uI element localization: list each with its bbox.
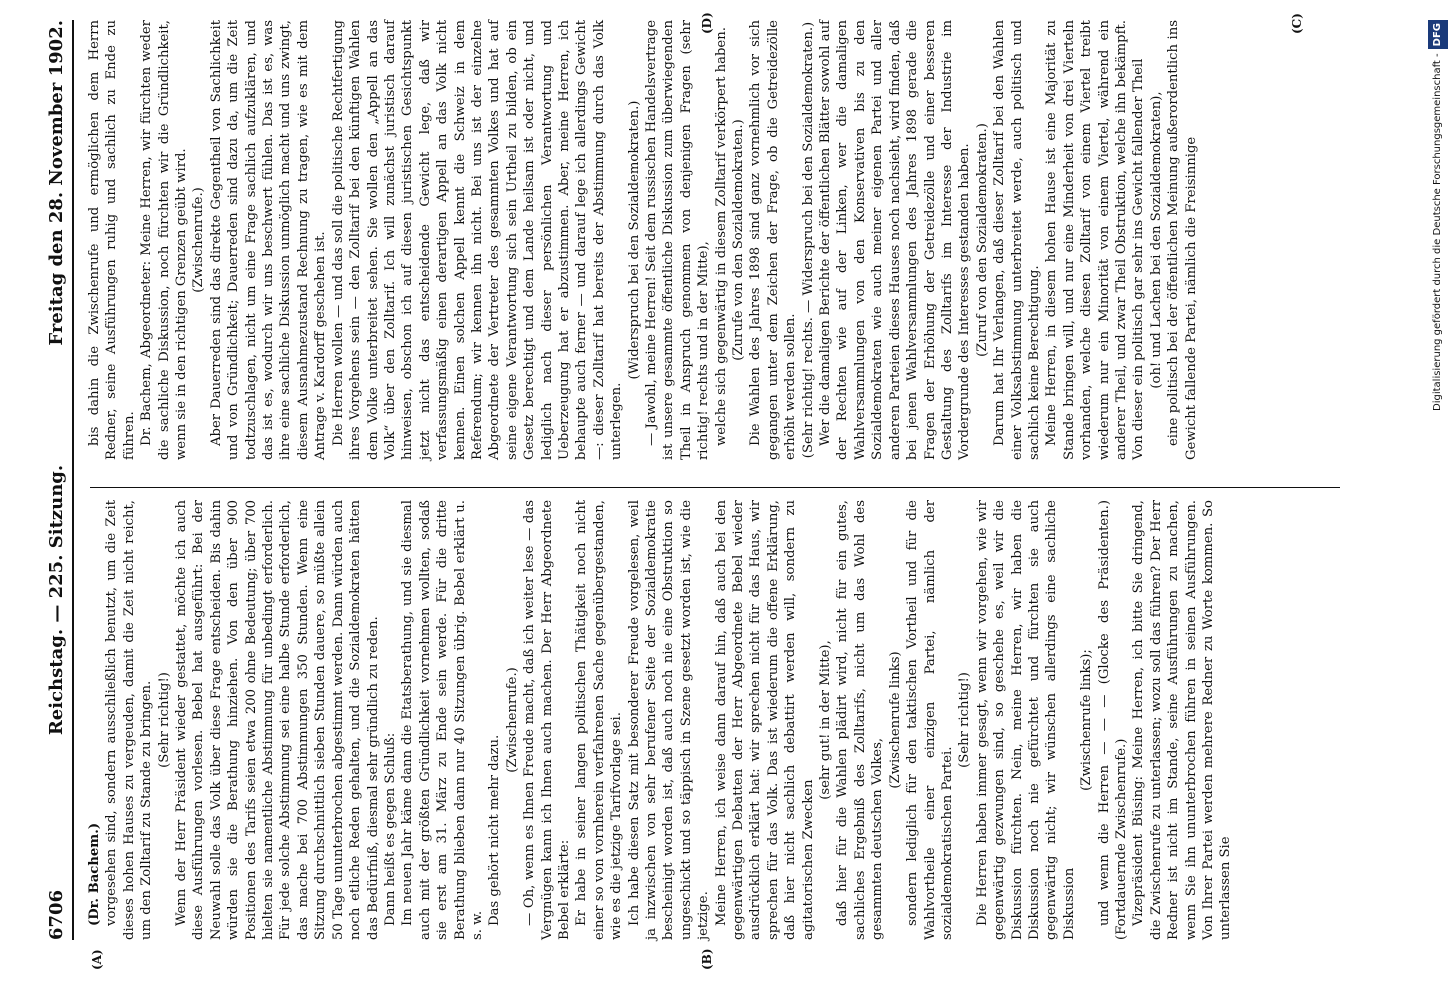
page-number: 6706 <box>46 889 67 940</box>
right-text-column <box>86 20 1346 460</box>
paragraph: Die Wahlen des Jahres 1898 sind ganz vornehmlich vor sich gegangen unter dem Zeichen der Frage, ob die Getreidezölle erhöht werden sollen. <box>748 20 799 460</box>
interjection: (Zwischenrufe.) <box>504 667 520 773</box>
paragraph: — Oh, wenn es Ihnen Freude macht, daß ich weiter lese — das Vergnügen kann ich Ihnen auch machen. Der Herr Abgeordnete Bebel erklärte: <box>522 500 572 940</box>
paragraph: Darum hat Ihr Verlangen, daß dieser Zolltarif bei den Wahlen einer Volksabstimmung unterbreitet werde, auch politisch und sachlich keine Berechtigung. <box>992 20 1042 460</box>
page-header <box>40 0 74 1000</box>
interjection: (oh! und Lachen bei den Sozialdemokraten), <box>1148 91 1164 389</box>
session-date: Freitag den 28. November 1902. <box>46 20 67 346</box>
left-text-column <box>86 500 1346 940</box>
paragraph: und wenn die Herren — — — (Glocke des Präsidenten.) (Fortdauernde Zwischenrufe.) <box>1096 500 1129 940</box>
interjection: (sehr gut! in der Mitte), <box>818 640 834 800</box>
header-rule <box>72 20 74 940</box>
digitization-credit <box>1406 20 1443 980</box>
paragraph: Dr. Bachem, Abgeordneter: Meine Herren, wir fürchten weder die sachliche Diskussion, noch fürchten wir die Gründlichkeit, wenn sie in den richtigen Grenzen geübt wird. <box>139 20 190 460</box>
paragraph: Die Herren haben immer gesagt, wenn wir vorgehen, wie wir gegenwärtig gezwungen sind, so geschehe es, weil wir die Diskussion fürchten. Nein, meine Herren, wir haben die Diskussion noch nie gefürchtet und fürchten sie auch gegenwärtig nicht; wir wünschen allerdings eine sachliche Diskussion <box>974 500 1077 940</box>
paragraph: eine politisch bei der öffentlichen Meinung außerordentlich ins Gewicht fallende Partei, nämlich die Freisinnige <box>1166 20 1199 460</box>
paragraph: daß hier für die Wahlen plädirt wird, nicht für ein gutes, sachliches Ergebniß des Zolltarifs, nicht um das Wohl des gesammten deutschen Volkes, <box>835 500 886 940</box>
dfg-logo: DFG <box>1428 20 1448 49</box>
interjection: (Sehr richtig! rechts. — Widerspruch bei den Sozialdemokraten.) <box>800 21 816 459</box>
paragraph: Wer die damaligen Berichte der öffentlichen Blätter sowohl auf der Rechten wie auf der Linken, wer die damaligen Wahlversammlungen von den Konservativen bis zu den Sozialdemokraten wie auch meiner eigenen Partei und aller anderen Parteien dieses Hauses noch nachsieht, wird finden, daß bei jenen Wahlversammlungen des Jahres 1898 gerade die Fragen der Erhöhung der Getreidezölle und einer besseren Gestaltung des Zolltarifs im Interesse der Industrie im Vordergrunde des Interesses gestanden haben. <box>818 20 973 460</box>
margin-mark-b: (B) <box>700 948 714 970</box>
interjection: (Widerspruch bei den Sozialdemokraten.) <box>626 100 642 380</box>
paragraph: vorgesehen sind, sondern ausschließlich benutzt, um die Zeit dieses hohen Hauses zu vergeuden, damit die Zeit nicht reicht, um den Zolltarif zu Stande zu bringen. <box>104 500 155 940</box>
paragraph: Im neuen Jahr käme dann die Etatsberathung, und sie diesmal auch mit der größten Gründlichkeit vornehmen wollten, sodaß sie erst am 31. März zu Ende sein werde. Für die dritte Berathung blieben dann nur 40 Sitzungen übrig. Bebel erklärt u. s. w. <box>400 500 485 940</box>
interjection: (Sehr richtig!) <box>957 672 973 768</box>
interjection: (Zwischenrufe.) <box>191 187 207 293</box>
paragraph: Die Herren wollen — und das soll die politische Rechtfertigung ihres Vorgehens sein — den Zolltarif bei den künftigen Wahlen dem Volke unterbreitet sehen. Sie wollen den „Appell an das Volk“ über den Zolltarif. Ich will zunächst juristisch darauf hinweisen, obschon ich auf diesen juristischen Gesichtspunkt jetzt nicht das entscheidende Gewicht lege, daß wir verfassungsmäßig einen derartigen Appell an das Volk nicht kennen. Einen solchen Appell kennt die Schweiz in dem Referendum; wir kennen ihn nicht. Bei uns ist der einzelne Abgeordnete der Vertreter des gesammten Volkes und hat auf seine eigene Verantwortung sich sein Urtheil zu bilden, ob ein Gesetz berechtigt und dem Lande heilsam ist oder nicht, und lediglich nach dieser persönlichen Verantwortung und Ueberzeugung hat er abzustimmen. Aber, meine Herren, ich behaupte auch ferner — und darauf lege ich allerdings Gewicht —: dieser Zolltarif hat bereits der Abstimmung durch das Volk unterlegen. <box>330 20 625 460</box>
credit-text: Digitalisierung gefördert durch die Deutsche Forschungsgemeinschaft - <box>1432 53 1443 411</box>
paragraph: Aber Dauerreden sind das direkte Gegentheil von Sachlichkeit und von Gründlichkeit; Dauerreden sind dazu da, um die Zeit todtzuschlagen, nicht um eine Frage sachlich aufzuklären, und das ist es, wodurch wir uns beschwert fühlen. Das ist es, was ihre eine sachliche Diskussion unmöglich macht und uns zwingt, diesem Ausnahmezustand Rechnung zu tragen, wie es mit dem Antrage v. Kardorff geschehen ist. <box>208 20 329 460</box>
paragraph: Ich habe diesen Satz mit besonderer Freude vorgelesen, weil ja inzwischen von sehr berufener Seite der Sozialdemokratie bescheinigt worden ist, daß auch noch nie eine Obstruktion so ungeschickt und so täppisch in Szene gesetzt worden ist, wie die jetzige. <box>626 500 712 940</box>
interjection: (Sehr richtig!) <box>156 672 172 768</box>
margin-mark-c: (C) <box>1290 13 1304 34</box>
paragraph: Vizepräsident Büsing: Meine Herren, ich bitte Sie dringend, die Zwischenrufe zu unterlassen; wozu soll das führen? Der Herr Redner ist nicht im Stande, seine Ausführungen zu machen, wenn Sie ihn ununterbrochen führen in seinen Ausführungen. Von Ihrer Partei werden mehrere Redner zu Worte kommen. So unterlassen Sie <box>1131 500 1234 940</box>
paragraph: bis dahin die Zwischenrufe und ermöglichen dem Herrn Redner, seine Ausführungen ruhig und sachlich zu Ende zu führen. <box>87 20 137 460</box>
paragraph: Dann heißt es gegen Schluß: <box>382 732 398 926</box>
paragraph: Das gehört nicht mehr dazu. <box>487 734 503 926</box>
paragraph: Wenn der Herr Präsident wieder gestattet, möchte ich auch diese Ausführungen vorlesen. Bebel hat ausgeführt: Bei der Neuwahl solle das Volk über diese Frage entscheiden. Bis dahin würden sie die Berathung hinziehen. Von den über 900 Positionen des Tarifs seien etwa 200 ohne Bedeutung; über 700 hielten sie namentliche Abstimmung für unbedingt erforderlich. Für jede solche Abstimmung sei eine halbe Stunde erforderlich, das mache bei 700 Abstimmungen 350 Stunden. Wenn eine Sitzung durchschnittlich sieben Stunden dauere, so müßte allein 50 Tage ununterbrochen abgestimmt werden. Dann würden auch noch etliche Reden gehalten, und die Sozialdemokraten hätten das Bedürfniß, diesmal sehr gründlich zu reden. <box>174 500 381 940</box>
speaker-label: (Dr. Bachem.) <box>87 822 102 926</box>
interjection: (Zwischenrufe links) <box>887 651 903 789</box>
paragraph: — Jawohl, meine Herren! Seit dem russischen Handelsvertrage ist unsere gesammte öffentliche Diskussion zum überwiegenden Theil in Anspruch genommen von denjenigen Fragen (sehr richtig! rechts und in der Mitte), <box>644 20 712 460</box>
interjection: (Zwischenrufe links); <box>1079 649 1095 791</box>
paragraph: Meine Herren, in diesem hohen Hause ist eine Majorität zu Stande bringen will, und nur eine Minderheit von drei Vierteln vorhanden, welche diesen Zolltarif von einem Viertel treibt wiederum nur ein Minorität von einem Viertel, während ein anderer Theil, und zwar Theil Obstruktion, welche ihn bekämpft. Von dieser ein politisch gar sehr ins Gewicht fallender Theil <box>1044 20 1147 460</box>
paragraph: sondern lediglich für den taktischen Vortheil und für die Wahlvortheile einer einzigen Partei, nämlich der sozialdemokratischen Partei. <box>905 500 955 940</box>
session-title: Reichstag. — 225. Sitzung. <box>46 464 67 736</box>
paragraph: Er habe in seiner langen politischen Thätigkeit noch nicht einer so von vornherein verfahrenen Sache gegenübergestanden, wie es die jetzige Tarifvorlage sei. <box>574 500 625 940</box>
paragraph: Meine Herren, ich weise dann darauf hin, daß auch bei den gegenwärtigen Debatten der Herr Abgeordnete Bebel wieder ausdrücklich erklärt hat: wir sprechen nicht für das Haus, wir sprechen für das Volk. Das ist wiederum die offene Erklärung, daß hier nicht sachlich debattirt werden will, sondern zu agitatorischen Zwecken <box>713 500 816 940</box>
interjection: (Zuruf von den Sozialdemokraten.) <box>974 123 990 357</box>
interjection: (Zurufe von den Sozialdemokraten.) <box>731 119 747 361</box>
margin-mark-d: (D) <box>700 12 714 34</box>
column-divider <box>90 487 1340 488</box>
margin-mark-a: (A) <box>90 949 104 970</box>
paragraph: welche sich gegenwärtig in diesem Zolltarif verkörpert haben. <box>713 27 729 446</box>
